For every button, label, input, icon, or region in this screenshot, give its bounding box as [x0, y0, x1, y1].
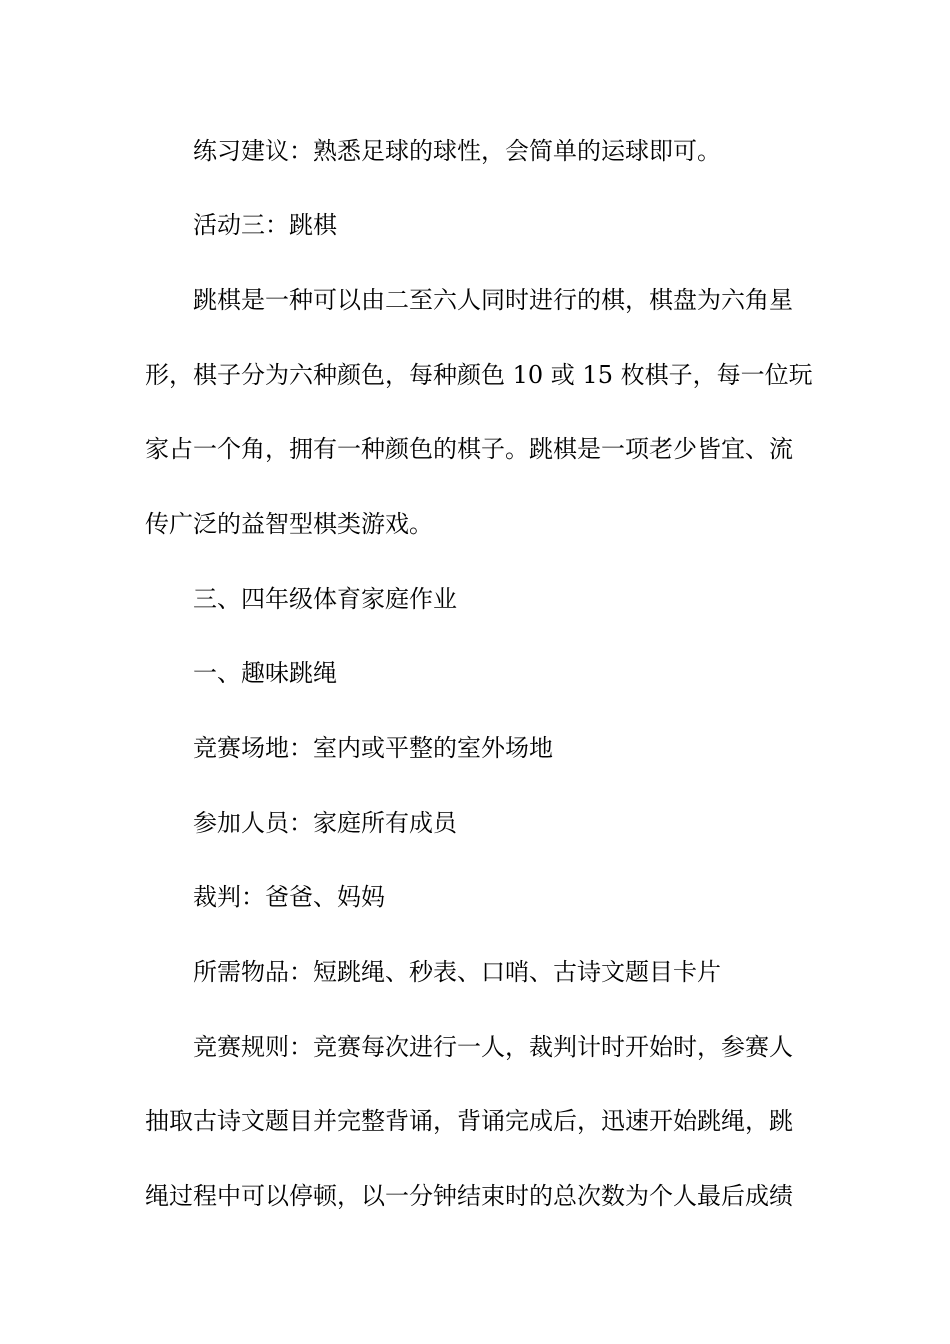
referee-line: 裁判：爸爸、妈妈 — [193, 883, 385, 911]
paragraph-line: 传广泛的益智型棋类游戏。 — [145, 510, 433, 538]
rules-line: 抽取古诗文题目并完整背诵，背诵完成后，迅速开始跳绳，跳 — [145, 1107, 793, 1135]
rules-line: 绳过程中可以停顿，以一分钟结束时的总次数为个人最后成绩 — [145, 1182, 793, 1210]
section-heading: 三、四年级体育家庭作业 — [193, 585, 457, 613]
rules-line: 竞赛规则：竞赛每次进行一人，裁判计时开始时，参赛人 — [193, 1033, 793, 1061]
paragraph-line: 跳棋是一种可以由二至六人同时进行的棋，棋盘为六角星 — [193, 286, 793, 314]
practice-suggestion-line: 练习建议：熟悉足球的球性，会简单的运球即可。 — [193, 137, 721, 165]
paragraph-line: 家占一个角，拥有一种颜色的棋子。跳棋是一项老少皆宜、流 — [145, 435, 793, 463]
venue-line: 竞赛场地：室内或平整的室外场地 — [193, 734, 553, 762]
activity-three-heading: 活动三：跳棋 — [193, 211, 337, 239]
subsection-heading: 一、趣味跳绳 — [193, 659, 337, 687]
paragraph-line: 形，棋子分为六种颜色，每种颜色 10 或 15 枚棋子，每一位玩 — [145, 361, 813, 389]
equipment-line: 所需物品：短跳绳、秒表、口哨、古诗文题目卡片 — [193, 958, 721, 986]
participants-line: 参加人员：家庭所有成员 — [193, 809, 457, 837]
